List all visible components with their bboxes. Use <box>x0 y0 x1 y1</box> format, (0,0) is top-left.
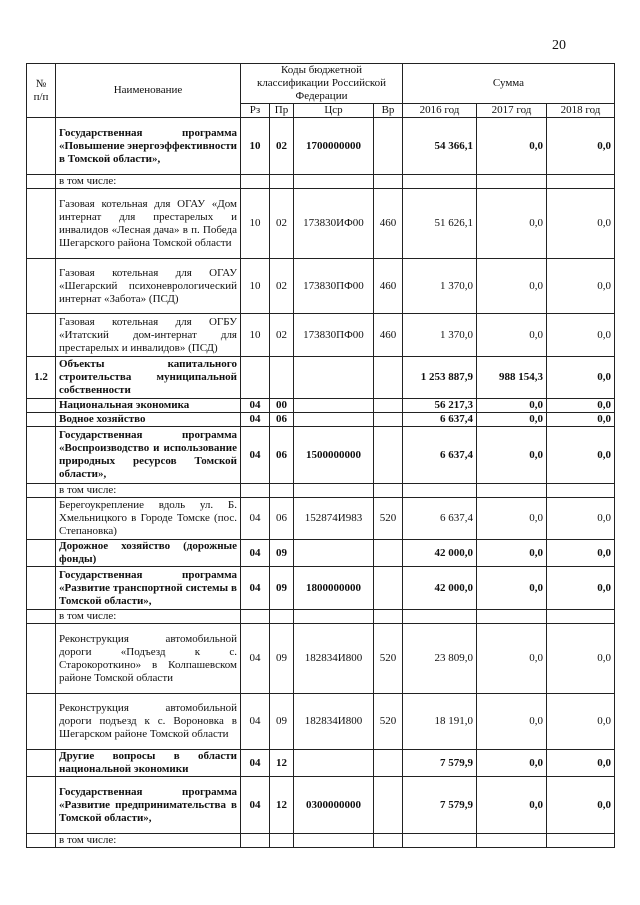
cell-y2016: 7 579,9 <box>403 777 477 834</box>
table-row <box>27 399 615 413</box>
cell-vr <box>374 540 403 567</box>
header-2018: 2018 год <box>547 104 615 118</box>
cell-name: Берегоукрепление вдоль ул. Б. Хмельницкого в Городе Томске (пос. Степановка) <box>56 498 241 540</box>
cell-name: в том числе: <box>56 610 241 624</box>
table-row <box>27 750 615 777</box>
cell-y2017: 0,0 <box>477 314 547 357</box>
cell-vr <box>374 427 403 484</box>
cell-csr: 1800000000 <box>294 567 374 610</box>
cell-y2017: 0,0 <box>477 413 547 427</box>
header-2016: 2016 год <box>403 104 477 118</box>
cell-csr: 173830ПФ00 <box>294 259 374 314</box>
cell-y2017: 0,0 <box>477 399 547 413</box>
cell-y2016: 6 637,4 <box>403 413 477 427</box>
cell-vr <box>374 610 403 624</box>
cell-pr: 06 <box>270 498 294 540</box>
cell-y2018: 0,0 <box>547 498 615 540</box>
cell-y2018: 0,0 <box>547 189 615 259</box>
cell-num <box>27 314 56 357</box>
cell-pr <box>270 610 294 624</box>
cell-y2016: 1 253 887,9 <box>403 357 477 399</box>
cell-rz: 10 <box>241 259 270 314</box>
cell-rz <box>241 175 270 189</box>
cell-vr <box>374 567 403 610</box>
cell-name: в том числе: <box>56 175 241 189</box>
cell-num <box>27 834 56 848</box>
cell-vr: 460 <box>374 314 403 357</box>
cell-num <box>27 484 56 498</box>
cell-num <box>27 567 56 610</box>
cell-num <box>27 498 56 540</box>
cell-csr: 182834И800 <box>294 694 374 750</box>
cell-num <box>27 777 56 834</box>
cell-pr: 06 <box>270 427 294 484</box>
header-vr: Вр <box>374 104 403 118</box>
cell-rz: 04 <box>241 413 270 427</box>
cell-pr <box>270 175 294 189</box>
cell-pr <box>270 834 294 848</box>
cell-vr <box>374 413 403 427</box>
cell-name: Другие вопросы в области национальной экономики <box>56 750 241 777</box>
cell-num <box>27 427 56 484</box>
cell-y2016 <box>403 484 477 498</box>
cell-csr <box>294 610 374 624</box>
cell-y2016: 6 637,4 <box>403 427 477 484</box>
cell-pr: 09 <box>270 694 294 750</box>
table-row <box>27 357 615 399</box>
cell-pr: 09 <box>270 567 294 610</box>
cell-y2016: 7 579,9 <box>403 750 477 777</box>
cell-rz: 04 <box>241 750 270 777</box>
cell-pr: 09 <box>270 624 294 694</box>
cell-num <box>27 189 56 259</box>
cell-pr: 00 <box>270 399 294 413</box>
cell-rz: 04 <box>241 399 270 413</box>
cell-csr <box>294 540 374 567</box>
cell-y2017: 0,0 <box>477 567 547 610</box>
cell-rz: 04 <box>241 694 270 750</box>
cell-y2016: 42 000,0 <box>403 540 477 567</box>
cell-y2018: 0,0 <box>547 540 615 567</box>
budget-table <box>26 63 615 848</box>
cell-csr: 173830ИФ00 <box>294 189 374 259</box>
table-row <box>27 834 615 848</box>
cell-num <box>27 118 56 175</box>
table-header <box>27 64 615 118</box>
cell-y2017: 0,0 <box>477 189 547 259</box>
header-2017: 2017 год <box>477 104 547 118</box>
cell-vr <box>374 357 403 399</box>
cell-y2018: 0,0 <box>547 694 615 750</box>
cell-y2017: 0,0 <box>477 540 547 567</box>
cell-rz: 04 <box>241 427 270 484</box>
cell-rz: 04 <box>241 540 270 567</box>
cell-y2017: 0,0 <box>477 777 547 834</box>
cell-y2017: 0,0 <box>477 694 547 750</box>
header-rz: Рз <box>241 104 270 118</box>
page-number: 20 <box>552 38 566 53</box>
cell-name: Дорожное хозяйство (дорожные фонды) <box>56 540 241 567</box>
cell-y2018 <box>547 484 615 498</box>
cell-pr: 12 <box>270 777 294 834</box>
cell-y2016 <box>403 175 477 189</box>
cell-pr: 06 <box>270 413 294 427</box>
cell-y2016: 51 626,1 <box>403 189 477 259</box>
cell-pr: 12 <box>270 750 294 777</box>
cell-y2016: 56 217,3 <box>403 399 477 413</box>
cell-y2016: 23 809,0 <box>403 624 477 694</box>
cell-y2017: 0,0 <box>477 259 547 314</box>
cell-csr <box>294 484 374 498</box>
cell-y2017 <box>477 175 547 189</box>
cell-y2018: 0,0 <box>547 259 615 314</box>
cell-num <box>27 624 56 694</box>
cell-pr: 02 <box>270 118 294 175</box>
cell-pr <box>270 357 294 399</box>
cell-rz <box>241 610 270 624</box>
cell-vr <box>374 399 403 413</box>
cell-y2018: 0,0 <box>547 399 615 413</box>
table-row <box>27 484 615 498</box>
cell-num <box>27 259 56 314</box>
cell-csr: 0300000000 <box>294 777 374 834</box>
cell-name: Реконструкция автомобильной дороги подъезд к с. Вороновка в Шегарском районе Томской области <box>56 694 241 750</box>
cell-csr: 1700000000 <box>294 118 374 175</box>
cell-y2016 <box>403 834 477 848</box>
cell-y2018: 0,0 <box>547 314 615 357</box>
cell-y2016: 6 637,4 <box>403 498 477 540</box>
cell-csr <box>294 834 374 848</box>
cell-y2018: 0,0 <box>547 624 615 694</box>
cell-csr: 152874И983 <box>294 498 374 540</box>
table-row <box>27 610 615 624</box>
cell-csr <box>294 750 374 777</box>
cell-pr <box>270 484 294 498</box>
cell-vr <box>374 118 403 175</box>
cell-vr: 460 <box>374 189 403 259</box>
cell-vr <box>374 484 403 498</box>
cell-rz <box>241 357 270 399</box>
cell-y2017 <box>477 834 547 848</box>
cell-rz: 04 <box>241 498 270 540</box>
cell-y2016: 18 191,0 <box>403 694 477 750</box>
table-body <box>27 118 615 848</box>
table-row <box>27 259 615 314</box>
cell-vr <box>374 777 403 834</box>
cell-csr: 182834И800 <box>294 624 374 694</box>
cell-rz <box>241 834 270 848</box>
header-sum: Сумма <box>403 64 615 104</box>
cell-y2018: 0,0 <box>547 413 615 427</box>
cell-name: в том числе: <box>56 484 241 498</box>
cell-y2016 <box>403 610 477 624</box>
table-row <box>27 567 615 610</box>
cell-csr <box>294 413 374 427</box>
table-row <box>27 540 615 567</box>
cell-vr: 520 <box>374 624 403 694</box>
cell-name: в том числе: <box>56 834 241 848</box>
cell-csr <box>294 399 374 413</box>
cell-y2018 <box>547 175 615 189</box>
cell-y2017 <box>477 484 547 498</box>
cell-y2017: 988 154,3 <box>477 357 547 399</box>
cell-pr: 02 <box>270 259 294 314</box>
cell-vr: 520 <box>374 498 403 540</box>
cell-num <box>27 540 56 567</box>
table-row <box>27 694 615 750</box>
header-codes: Коды бюджетной классификации Российской Федерации <box>241 64 403 104</box>
cell-y2017: 0,0 <box>477 118 547 175</box>
cell-num <box>27 610 56 624</box>
cell-pr: 02 <box>270 314 294 357</box>
cell-y2018: 0,0 <box>547 567 615 610</box>
header-num: № п/п <box>27 64 56 118</box>
cell-y2016: 1 370,0 <box>403 314 477 357</box>
cell-pr: 02 <box>270 189 294 259</box>
cell-name: Государственная программа «Развитие транспортной системы в Томской области», <box>56 567 241 610</box>
cell-rz: 04 <box>241 624 270 694</box>
table-row <box>27 189 615 259</box>
table-row <box>27 314 615 357</box>
cell-y2018 <box>547 610 615 624</box>
cell-num: 1.2 <box>27 357 56 399</box>
header-csr: Цср <box>294 104 374 118</box>
cell-num <box>27 175 56 189</box>
header-name: Наименование <box>56 64 241 118</box>
cell-vr <box>374 834 403 848</box>
cell-num <box>27 413 56 427</box>
table-row <box>27 118 615 175</box>
cell-rz: 04 <box>241 567 270 610</box>
cell-y2018: 0,0 <box>547 118 615 175</box>
cell-y2017: 0,0 <box>477 498 547 540</box>
cell-y2016: 54 366,1 <box>403 118 477 175</box>
cell-name: Газовая котельная для ОГАУ «Шегарский психоневрологический интернат «Забота» (ПСД) <box>56 259 241 314</box>
table-row <box>27 624 615 694</box>
table-row <box>27 498 615 540</box>
cell-name: Газовая котельная для ОГБУ «Итатский дом-интернат для престарелых и инвалидов» (ПСД) <box>56 314 241 357</box>
cell-rz: 10 <box>241 314 270 357</box>
cell-y2018: 0,0 <box>547 427 615 484</box>
cell-rz: 10 <box>241 118 270 175</box>
cell-y2016: 42 000,0 <box>403 567 477 610</box>
table-row <box>27 175 615 189</box>
cell-rz <box>241 484 270 498</box>
cell-vr <box>374 750 403 777</box>
cell-y2017: 0,0 <box>477 427 547 484</box>
table-row <box>27 413 615 427</box>
cell-y2016: 1 370,0 <box>403 259 477 314</box>
cell-num <box>27 694 56 750</box>
cell-name: Государственная программа «Развитие предпринимательства в Томской области», <box>56 777 241 834</box>
cell-name: Реконструкция автомобильной дороги «Подъезд к с. Старокороткино» в Колпашевском районе Томской области <box>56 624 241 694</box>
cell-rz: 04 <box>241 777 270 834</box>
cell-name: Государственная программа «Повышение энергоэффективности в Томской области», <box>56 118 241 175</box>
cell-y2018 <box>547 834 615 848</box>
cell-csr <box>294 175 374 189</box>
cell-y2017: 0,0 <box>477 750 547 777</box>
cell-rz: 10 <box>241 189 270 259</box>
cell-y2017: 0,0 <box>477 624 547 694</box>
table-row <box>27 427 615 484</box>
cell-y2018: 0,0 <box>547 777 615 834</box>
cell-vr <box>374 175 403 189</box>
header-pr: Пр <box>270 104 294 118</box>
cell-name: Объекты капитального строительства муниципальной собственности <box>56 357 241 399</box>
cell-name: Газовая котельная для ОГАУ «Дом интернат для престарелых и инвалидов «Лесная дача» в п. Победа Шегарского района Томской области <box>56 189 241 259</box>
cell-csr: 173830ПФ00 <box>294 314 374 357</box>
cell-csr <box>294 357 374 399</box>
cell-y2018: 0,0 <box>547 750 615 777</box>
cell-y2018: 0,0 <box>547 357 615 399</box>
table-row <box>27 777 615 834</box>
cell-y2017 <box>477 610 547 624</box>
cell-vr: 520 <box>374 694 403 750</box>
cell-name: Государственная программа «Воспроизводство и использование природных ресурсов Томской области», <box>56 427 241 484</box>
cell-name: Водное хозяйство <box>56 413 241 427</box>
cell-num <box>27 399 56 413</box>
cell-csr: 1500000000 <box>294 427 374 484</box>
cell-num <box>27 750 56 777</box>
cell-pr: 09 <box>270 540 294 567</box>
cell-vr: 460 <box>374 259 403 314</box>
cell-name: Национальная экономика <box>56 399 241 413</box>
